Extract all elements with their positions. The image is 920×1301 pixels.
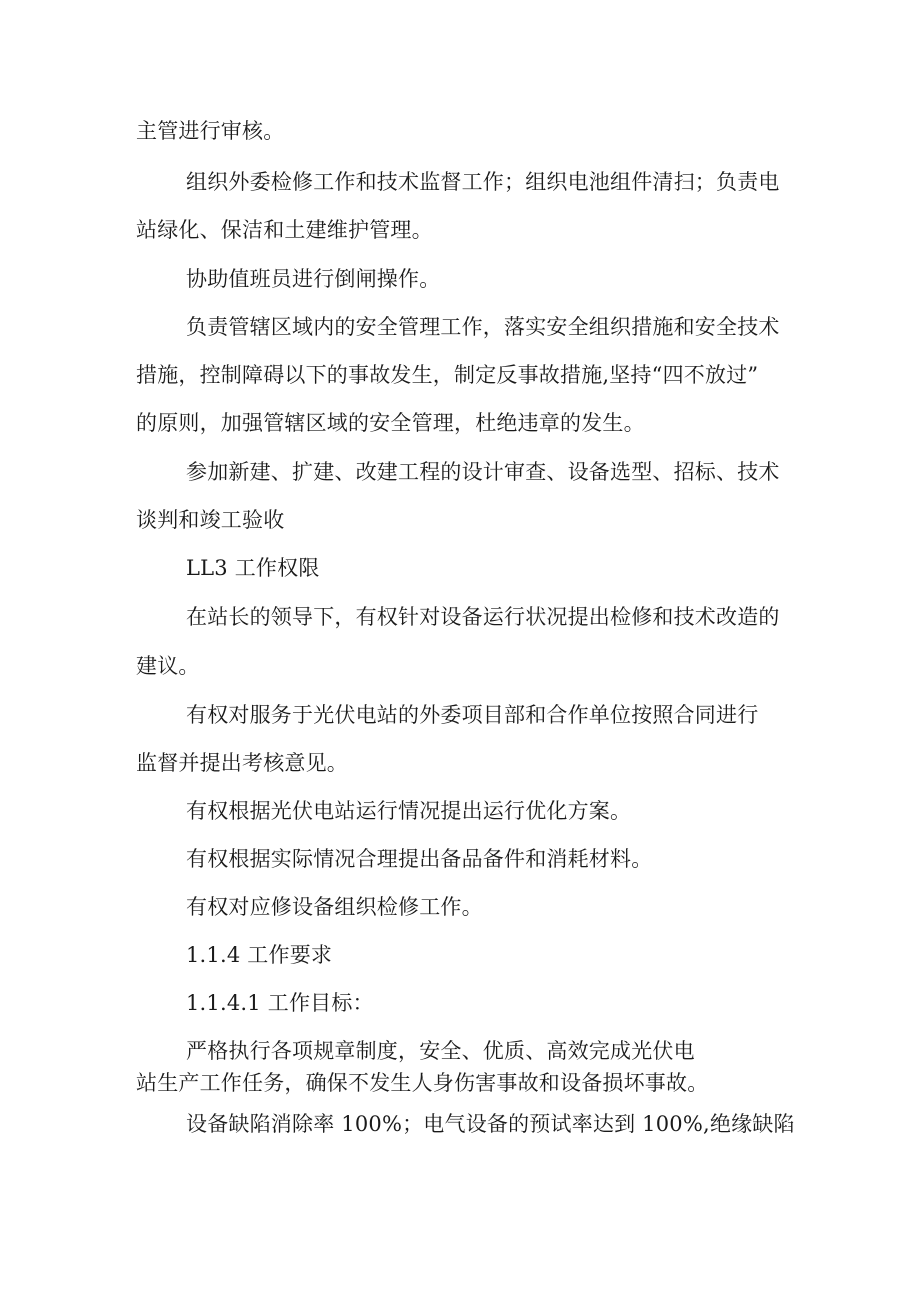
text-line: 负责管辖区域内的安全管理工作，落实安全组织措施和安全技术 bbox=[186, 315, 780, 339]
text-line: 有权根据光伏电站运行情况提出运行优化方案。 bbox=[186, 799, 632, 823]
text-line: 的原则，加强管辖区域的安全管理，杜绝违章的发生。 bbox=[136, 411, 645, 435]
text-line: 有权对服务于光伏电站的外委项目部和合作单位按照合同进行 bbox=[186, 703, 759, 727]
text-line: 站生产工作任务，确保不发生人身伤害事故和设备损坏事故。 bbox=[136, 1071, 709, 1095]
text-line: 有权对应修设备组织检修工作。 bbox=[186, 895, 483, 919]
text-line: 有权根据实际情况合理提出备品备件和消耗材料。 bbox=[186, 847, 653, 871]
section-heading: 1.1.4 工作要求 bbox=[186, 943, 333, 967]
text-line: 监督并提出考核意见。 bbox=[136, 751, 348, 775]
section-heading: LL3 工作权限 bbox=[186, 556, 320, 580]
text-line: 协助值班员进行倒闸操作。 bbox=[186, 267, 441, 291]
text-line: 措施，控制障碍以下的事故发生，制定反事故措施,坚持“四不放过” bbox=[136, 363, 759, 387]
text-line: 在站长的领导下，有权针对设备运行状况提出检修和技术改造的 bbox=[186, 605, 780, 629]
text-line: 组织外委检修工作和技术监督工作；组织电池组件清扫；负责电 bbox=[186, 170, 780, 194]
text-line: 谈判和竣工验收 bbox=[136, 508, 285, 532]
text-line: 建议。 bbox=[136, 654, 200, 678]
text-line: 严格执行各项规章制度，安全、优质、高效完成光伏电 bbox=[186, 1039, 695, 1063]
text-line: 设备缺陷消除率 100%；电气设备的预试率达到 100%,绝缘缺陷 bbox=[186, 1112, 795, 1136]
text-line: 主管进行审核。 bbox=[136, 119, 285, 143]
section-heading: 1.1.4.1 工作目标： bbox=[186, 991, 374, 1015]
text-line: 参加新建、扩建、改建工程的设计审查、设备选型、招标、技术 bbox=[186, 460, 780, 484]
text-line: 站绿化、保洁和土建维护管理。 bbox=[136, 218, 433, 242]
